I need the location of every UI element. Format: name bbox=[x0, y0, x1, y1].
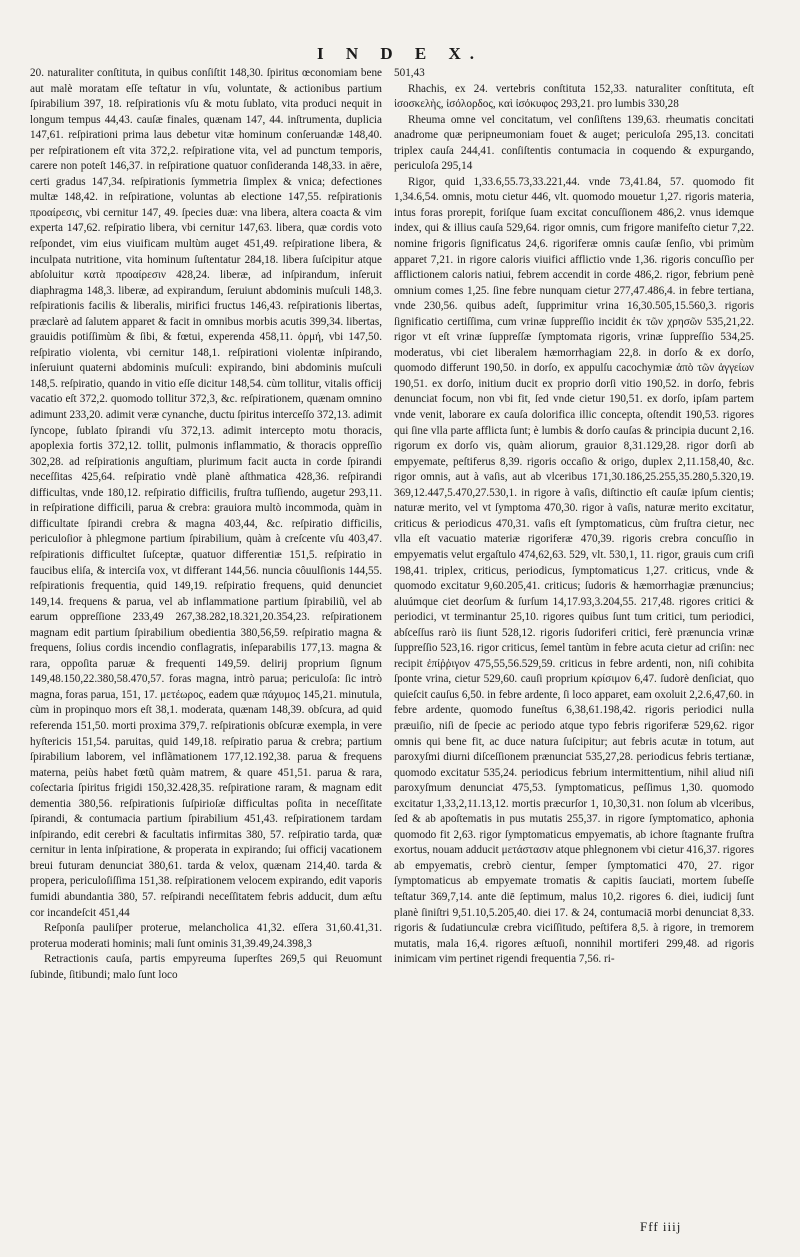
index-entry: Rheuma omne vel concitatum, vel conſiſtens 139,63. rheumatis concitati anadrome quæ peripneumoniam fouet & auget; periculoſa 295,13. concitati triplex cauſa 244,41. conſiſtentis contumacia in coquendo & expurgando, periculoſa 295,14 bbox=[394, 113, 754, 173]
index-entry: 20. naturaliter conſtituta, in quibus conſiſtit 148,30. ſpiritus œconomiam bene aut malè moratam eſſe teſtatur in vſu, voluntate, & actionibus partium ſpirabilium 397, 18. reſpirationis vſu & motu ſublato, vita produci nequit in longum tempus 44,43. cauſæ finales, quænam 147, 44. inſtrumenta, duplicia 147,61. reſpirationi prima laus debetur vitæ hominum conſeruandæ 148,40. per reſpirationem eſt vita 372,2. reſpiratione vita, vel ad punctum temporis, carere non poteſt 146,37. in reſpiratione quatuor conſideranda 148,33. in aëre, certi gradus 147,34. reſpirationis ſymmetria ſimplex & vnica; defectiones multæ 148,42. in reſpiratione, voluntas ab electione 147,55. reſpirationis προαίρεσις, vbi cernitur 147, 49. ſpecies duæ: vna libera, altera coacta & vim experta 147,62. reſpiratio libera, vbi cernitur 147,63. libera, quæ cordis voto reſpondet, vim eius viuificam multùm auget 451,49. reſpiratione libera, & inculpata nutritione, vita hominum ſuſtentatur 284,18. libera ſuſcipitur atque abſoluitur κατὰ προαίρεσιν 428,24. liberæ, ad inſpirandum, inſeruit diaphragma 148,3. liberæ, ad expirandum, ſeruiunt abdominis muſculi 148,3. reſpirationis facilis & liberalis, mirifici fructus 146,43. reſpirationis libertas, præclarè ad ſalutem apparet & facit in omnibus morbis acutis 399,34. libertas, grauidis potiſſimùm & ſibi, & fœtui, experenda 458,11. ὁρμή, vbi 147,50. reſpiratio violenta, vbi cernitur 148,1. reſpirationi violentæ inſpirando, inſeruiunt quaterni abdominis muſculi: expirando, bini abdominis muſculi 148,5. reſpiratio, quando in vitio eſſe dicitur 148,54. cùm tollitur, vitalis officij vacatio eſt 372,2. quomodo tollitur 372,3, &c. reſpirationem, quænam omnino adimunt 233,20. adimit veræ cynanche, ductu ſpiritus interceſſo 372,13. adimit ſyncope, ſublato ſpirandi vſu 372,13. adimit intercepto motu thoracis, apoplexia fortis 372,12. tollit, pulmonis inflammatio, & thoracis oppreſſio 302,28. ad reſpirationis anguſtiam, plurimum facit aucta in corde ſpirandi neceſſitas 425,64. reſpiratio vndè planè aſthmatica 428,36. reſpirandi difficultas, vnde 180,12. reſpiratio difficilis, fruſtra tuſſiendo, augetur 293,11. in reſpiratione difficili, parua & crebra: grauiora multò incommoda, quàm in difficultate ſpirandi crebra & magna 403,44, &c. reſpiratio difficilis, periculoſior à phlegmone partium ſpirabilium, quàm à creſcente vſu 403,47. reſpirationis difficultet ſuſceptæ, quatuor differentiæ 151,5. reſpiratio in faucibus eliſa, & interciſa vox, vt differant 144,56. nuncia côuulſionis 144,55. reſpirationis frequentia, quid 149,19. reſpiratio frequens, quid denunciet 149,14. frequens & parua, vel ab inflammatione partium ſpirabiliũ, vel ab earum oppreſſione 233,49 267,38.282,18.321,20.354,23. reſpirationem magnam edit partium ſpirabilium obedientia 380,56,59. reſpiratio magna & frequens, ſolius cordis incendio conflagratis, inſeparabilis 177,13. magna & rara, oppoſita paruæ & frequenti 149,59. delirij proprium ſignum 149,48.150,22.380,58.470,57. foras magna, intrò parua; periculoſa: ſic intrò magna, foras parua, 151, 17. μετέωρος, eadem quæ πάχυμος 145,21. minutula, cùm in propinquo mors eſt 38,1. moderata, quænam 148,39. obſcura, ad quid referenda 151,50. morti proxima 379,7. reſpirationis obſcuræ exempla, in vere hyſtericis 151,54. paruitas, quid 149,18. reſpiratio parua & crebra; partium ſpirabilium laborem, vel inflãmationem 177,12.192,38. parua & frequens materna, peiùs habet fœtũ quàm matrem, & quare 451,51. parua & rara, coſectaria ſpiritus frigidi 150,32.428,35. reſpiratione raram, & magnam edit dementia 380,56. reſpirationis ſuſpirioſæ difficultas poſita in neceſſitate ſpirandi, & contumacia partium ſpirabilium 451,43. reſpirationem tardam inſpirando, edit cerebri & facultatis infirmitas 380, 57. reſpiratio tarda, quæ cernitur in lenta inſpiratione, & properata in expirando; ſui officij vacationem breui futuram denunciat 380,61. tarda & velox, quænam 214,40. tarda & propera, periculoſiſſima 151,38. reſpirationem velocem expirando, edit vaporis fumidi abundantia 380, 57. reſpirandi neceſſitatem febris adducit, dum æſtu cor incandeſcit 451,44 bbox=[30, 67, 382, 919]
index-entry: Retractionis cauſa, partis empyreuma ſuperſtes 269,5 qui Reuomunt ſubinde, ſitibundi; malo ſunt loco bbox=[30, 953, 382, 981]
left-column bbox=[30, 66, 382, 1216]
index-entry: 501,43 bbox=[394, 67, 425, 79]
page-header: I N D E X. bbox=[316, 44, 484, 63]
index-entry: Rhachis, ex 24. vertebris conſtituta 152,33. naturaliter conſtituta, eſt ἰσοσκελὴς, ἰσόλορδος, καὶ ἰσόκυφος 293,21. pro lumbis 330,28 bbox=[394, 82, 754, 111]
signature-mark: Fff iiij bbox=[640, 1219, 682, 1234]
index-entry: Rigor, quid 1,33.6,55.73,33.221,44. vnde 73,41.84, 57. quomodo fit 1,34.6,54. omnis, motu cietur 446, vlt. quomodo mouetur 1,27. rigoris materia, intus foras prorepit, foriſque ſuam excitat concuſſionem 486,2. vnus idemque index, qui & illius cauſa 529,64. rigor omnis, cum frigore manifeſto cietur 7,22. nomine frigoris ſignificatus 24,6. rigoriferæ omnis cauſæ ſenſio, vbi primùm apparet 7,21. in rigore caloris viuifici afflictio vnde 1,36. rigoris concuſſio per afflictionem caloris natiui, febrem accendit in corde 486,2. rigor, febrium penè omnium comes 1,25. ſine febre nunquam cietur 277,47.486,4. in febre tertiana, vnde 230,56. quibus adeſt, ſupprimitur vrina 16,30.505,15.560,3. rigoris ſignificatio certiſſima, cum vrinæ ſuppreſſio incidit ἐκ τῶν χρησῶν 535,21,22. rigor vt eſt vrinæ ſuppreſſæ ſymptomata rigoris, vrinæ ſuppreſſio 534,25. moderatus, vbi ciet liberalem hæmorrhagiam 22,8. in dorſo & ex dorſo, quomodo differunt 190,50. in dorſo, ex appulſu cacochymiæ ἀπὸ τῶν ἀγγείων 190,51. ex dorſo, initium ducit ex proprio dorſi vitio 190,52. in dorſo, febris denunciat focum, non vbi fit, ſed vnde cietur 190,51. ex dorſo, ipſam partem vnde venit, laborare ex cauſa dolorifica illic concepta, oſtendit 190,53. rigores qui ſine vlla parte afflicta ſunt; è lumbis & dorſo cauſas & principia ducunt 2,16. rigorum ex dorſo vis, quàm aliorum, grauior 8,31.129,28. rigor dorſi ab empyemate, peſtiferus 8,39. rigoris occaſio & origo, duplex 2,11.158,40, &c. rigor omnis, aut à vaſis, aut ab vlceribus 171,30.186,25.255,35.280,5.320,19. 369,12.447,5.470,27.530,1. in rigore à vaſis, diſtinctio eſt cauſæ ipſum cientis; naturæ merito, vel vt ſymptoma 470,30. rigor à vaſis, naturæ merito excitatur, criticus & periodicus 470,31. vaſis eſt ſymptomaticus, cùm fruſtra cietur, nec vlla eſt vacuatio materiæ rigoriferæ 470,39. rigoris crebra concuſſio in empyematis velut ergaſtulo 474,62,63. 529, vlt. 530,1, 11. rigor, grauis cum criſi 198,41. triplex, criticus, periodicus, ſymptomaticus 1,27. criticus, vnde & quomodo excitatur 9,60.205,41. criticus; ſudoris & hæmorrhagiæ prænuncius; aluúmque ciet deorſum & ſurſum 14,17.93,3.204,55. 217,48. rigores critici & periodici, vt terminantur 25,10. rigores quibus ſunt tum critici, tum periodici, abſceſſus rarò iis ſiunt 528,12. rigoris ſudoriferi critici, ferè prænuncia vrinæ ſuppreſſio 523,16. rigor criticus, ſemel tantùm in febre acuta cietur ad criſin: nec recipit ἐπίῤῥιγον 475,55,56.529,59. criticus in febre ardenti, non, niſi cohibita ſponte vrina, cietur 529,60. cauſi proprium κρίσιμον 6,47. ſudorè denſiciat, quo quieſcit cauſus 6,50. in febre ardente, ſi loco apparet, eam oxoluit 2,2.6,47,60. in febre ardente, quomodo funeſtus 6,38,61.198,42. rigoris periodici nulla præuiſio, niſi de ſpecie ac periodo atque typo febris rigoriferæ 529,62. rigor omnis qui bene fit, ac duce natura ſuſcipitur; aut febris acutæ in totum, aut paroxyſmi diurni diſceſſionem prænunciat 535,27,28. periodicus febris tertianæ, quomodo excitatur 535,24. periodicus febrium intermittentium, nihil aliud niſi paroxyſmum denunciat 475,53. ſymptomaticus, peſſimus 1,30. quomodo excitatur 1,33,2,11.13,12. mortis præcurſor 1, 10,30,31. non ſolum ab vlceribus, ſed & ab apoſtematis in pus mutatis 255,37. in rigore ſymptomatico, aphonia quomodo fit 2,63. rigor ſymptomaticus empyematis, ab ichore ſtagnante fruſtra exortus, nouam adducit μετάστασιν atque phlegnonem vbi cietur 416,37. rigores ab empyematis, crebrò cientur, ſemper ſymptomatici 470, 27. rigor ſymptomaticus ab empyemate tromatis & capitis ſauciati, mortem ſubeſſe teſtatur 369,7,14. ante diē ſeptimum, malus 10,2. rigores 6. diei, iudicij ſunt planè ſiniſtri 9,51.10,5.205,40. diei 17. & 24, contumaciā morbi denunciat 8,33. rigoris & ſudatiunculæ crebra viciſſitudo, peſtifera 8,5. à rigore, in tremorem mutatis, mala 16,4. rigores æſtuoſi, nonnihil mortiferi 299,48. ad rigoris inimicam vim pertinet rigendi frequentia 7,56. ri- bbox=[394, 175, 754, 966]
index-entry: Reſponſa pauliſper proterue, melancholica 41,32. eſſera 31,60.41,31. proterua moderati hominis; mali ſunt ominis 31,39.49,24.398,3 bbox=[30, 922, 382, 950]
right-column bbox=[394, 66, 754, 1216]
